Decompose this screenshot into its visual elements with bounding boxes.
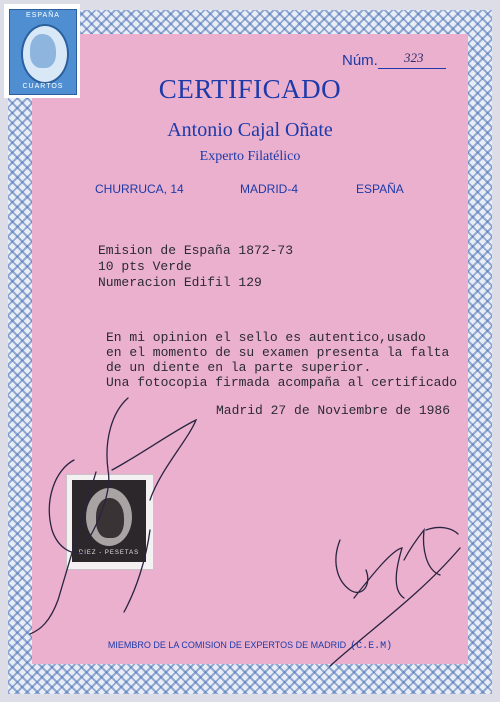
opinion-line-3: de un diente en la parte superior. — [106, 360, 372, 375]
opinion-line-2: en el momento de su examen presenta la falta — [106, 345, 450, 360]
footer-membership — [0, 640, 500, 652]
date-line: Madrid 27 de Noviembre de 1986 — [216, 403, 451, 418]
address-country: ESPAÑA — [356, 182, 404, 196]
corner-stamp-top-text: ESPAÑA — [26, 12, 60, 19]
expert-name: Antonio Cajal Oñate — [167, 119, 333, 141]
opinion-line-4: Una fotocopia firmada acompaña al certificado — [106, 375, 458, 390]
footer-text: MIEMBRO DE LA COMISION DE EXPERTOS DE MADRID — [107, 640, 347, 650]
certificate-number: 323 — [404, 50, 424, 65]
page-title: CERTIFICADO — [158, 74, 342, 104]
stamp-issue-line: Emision de España 1872-73 — [98, 243, 294, 258]
stamp-photo-frame — [72, 480, 146, 562]
stamp-value-text: DIEZ - PESETAS — [78, 550, 140, 556]
stamp-catalog-line: Numeracion Edifil 129 — [98, 275, 262, 290]
expert-subtitle: Experto Filatélico — [199, 149, 301, 164]
footer-abbreviation: (C.E.M) — [350, 641, 393, 652]
address-city: MADRID-4 — [240, 182, 299, 196]
number-line — [378, 68, 446, 69]
stamp-portrait-head — [96, 498, 124, 538]
opinion-line-1: En mi opinion el sello es autentico,usado — [106, 330, 426, 345]
stamp-photo — [66, 474, 154, 570]
number-label: Núm. — [342, 52, 378, 69]
corner-stamp-bottom-text: CUARTOS — [22, 83, 64, 90]
stamp-value-line: 10 pts Verde — [98, 259, 192, 274]
address-street: CHURRUCA, 14 — [95, 182, 184, 196]
corner-stamp-head — [30, 34, 56, 68]
